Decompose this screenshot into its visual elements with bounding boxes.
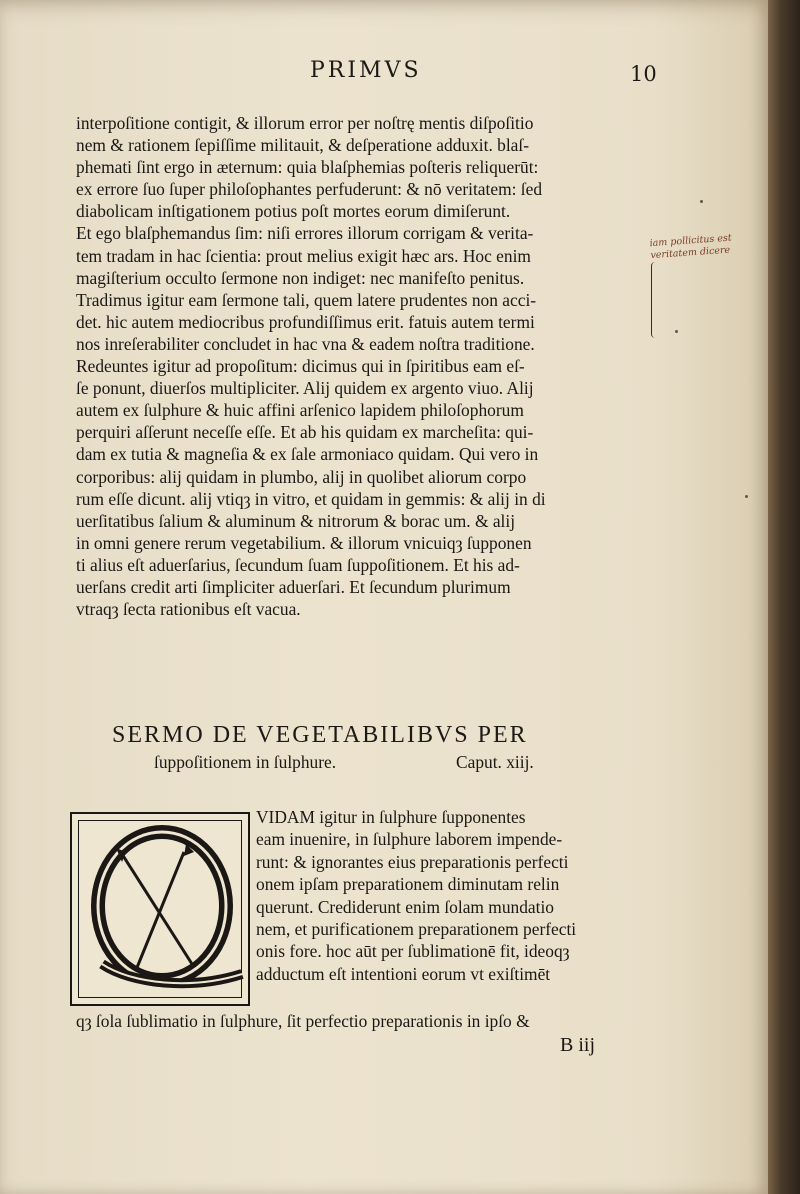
decorated-initial-q xyxy=(70,812,250,1006)
chapter-paragraph xyxy=(256,806,652,985)
text-line: ti alius eſt aduerſarius, ſecundum ſuam ſuppoſitionem. Et his ad- xyxy=(76,554,520,575)
text-line: uerſitatibus ſalium & aluminum & nitrorum & borac um. & alij xyxy=(76,510,516,531)
section-subtitle: ſuppoſitionem in ſulphure. xyxy=(154,752,337,772)
ink-speck xyxy=(745,495,748,498)
text-line: ſe ponunt, diuerſos multipliciter. Alij quidem ex argento viuo. Alij xyxy=(76,378,534,399)
text-line: adductum eſt intentioni eorum vt exiſtimēt xyxy=(256,963,551,984)
text-line: vtraqȝ ſecta rationibus eſt vacua. xyxy=(76,599,301,620)
folio-number: 10 xyxy=(630,62,657,86)
signature-mark: B iij xyxy=(560,1034,596,1056)
page-header xyxy=(0,58,768,92)
text-line: diabolicam inſtigationem potius poſt mortes eorum dimiſerunt. xyxy=(76,201,511,222)
text-line: tem tradam in hac ſcientia: prout melius exigit hæc ars. Hoc enim xyxy=(76,245,531,266)
text-line: rum eſſe dicunt. alij vtiqȝ in vitro, et quidam in gemmis: & alij in di xyxy=(76,488,546,509)
initial-q-woodcut-icon xyxy=(72,814,248,1004)
handwritten-margin-note: iam pollicitus est veritatem dicere xyxy=(649,232,733,262)
text-line: corporibus: alij quidam in plumbo, alij in quolibet aliorum corpo xyxy=(76,466,527,487)
text-line: onem ipſam preparationem diminutam relin xyxy=(256,874,560,895)
text-line: Tradimus igitur eam ſermone tali, quem latere prudentes non acci- xyxy=(76,289,537,310)
text-line: querunt. Crediderunt enim ſolam mundatio xyxy=(256,896,554,917)
running-head: PRIMVS xyxy=(310,58,422,83)
text-line: nem & rationem ſepiſſime militauit, & deſperatione adduxit. blaſ- xyxy=(76,135,530,156)
text-line: eam inuenire, in ſulphure laborem impende- xyxy=(256,829,563,850)
text-line: VIDAM igitur in ſulphure ſupponentes xyxy=(256,807,526,827)
chapter-paragraph-last-line: qȝ ſola ſublimatio in ſulphure, ſit perfectio preparationis in ipſo & xyxy=(76,1011,530,1031)
ink-speck xyxy=(700,200,703,203)
text-line: perquiri aſſerunt neceſſe eſſe. Et ab his quidam ex marcheſita: qui- xyxy=(76,422,534,443)
margin-bracket xyxy=(651,262,658,338)
text-line: onis fore. hoc aūt per ſublimationē fit, ideoqȝ xyxy=(256,941,570,962)
section-title: SERMO DE VEGETABILIBVS PER xyxy=(112,722,528,748)
text-line: ex errore ſuo ſuper philoſophantes perfuderunt: & nō veritatem: ſed xyxy=(76,179,543,200)
ink-speck xyxy=(675,330,678,333)
book-fore-edge xyxy=(768,0,800,1194)
text-line: dam ex tutia & magneſia & ex ſale armoniaco quidam. Qui vero in xyxy=(76,444,539,465)
text-line: Redeuntes igitur ad propoſitum: dicimus qui in ſpiritibus eam eſ- xyxy=(76,356,525,377)
section-subtitle-row xyxy=(154,752,614,773)
text-line: interpoſitione contigit, & illorum error per noſtrę mentis diſpoſitio xyxy=(76,113,534,133)
text-line: runt: & ignorantes eius preparationis perfecti xyxy=(256,851,569,872)
text-line: uerſans credit arti ſimpliciter aduerſari. Et ſecundum plurimum xyxy=(76,576,511,597)
text-line: det. hic autem mediocribus profundiſſimus erit. fatuis autem termi xyxy=(76,311,535,332)
main-paragraph xyxy=(76,112,652,620)
text-line: nos inreſerabiliter concludet in hac vna & eadem noſtra traditione. xyxy=(76,333,535,354)
chapter-number: Caput. xiij. xyxy=(456,752,534,772)
text-line: Et ego blaſphemandus ſim: niſi errores illorum corrigam & verita- xyxy=(76,223,534,244)
text-line: autem ex ſulphure & huic affini arſenico lapidem philoſophorum xyxy=(76,400,524,421)
text-line: magiſterium occulto ſermone non indiget: nec manifeſto penitus. xyxy=(76,267,525,288)
text-line: in omni genere rerum vegetabilium. & illorum vnicuiqȝ ſupponen xyxy=(76,532,532,553)
text-line: phemati ſint ergo in æternum: quia blaſphemias poſteris reliquerūt: xyxy=(76,157,539,178)
text-line: nem, et purificationem preparationem perfecti xyxy=(256,918,577,939)
